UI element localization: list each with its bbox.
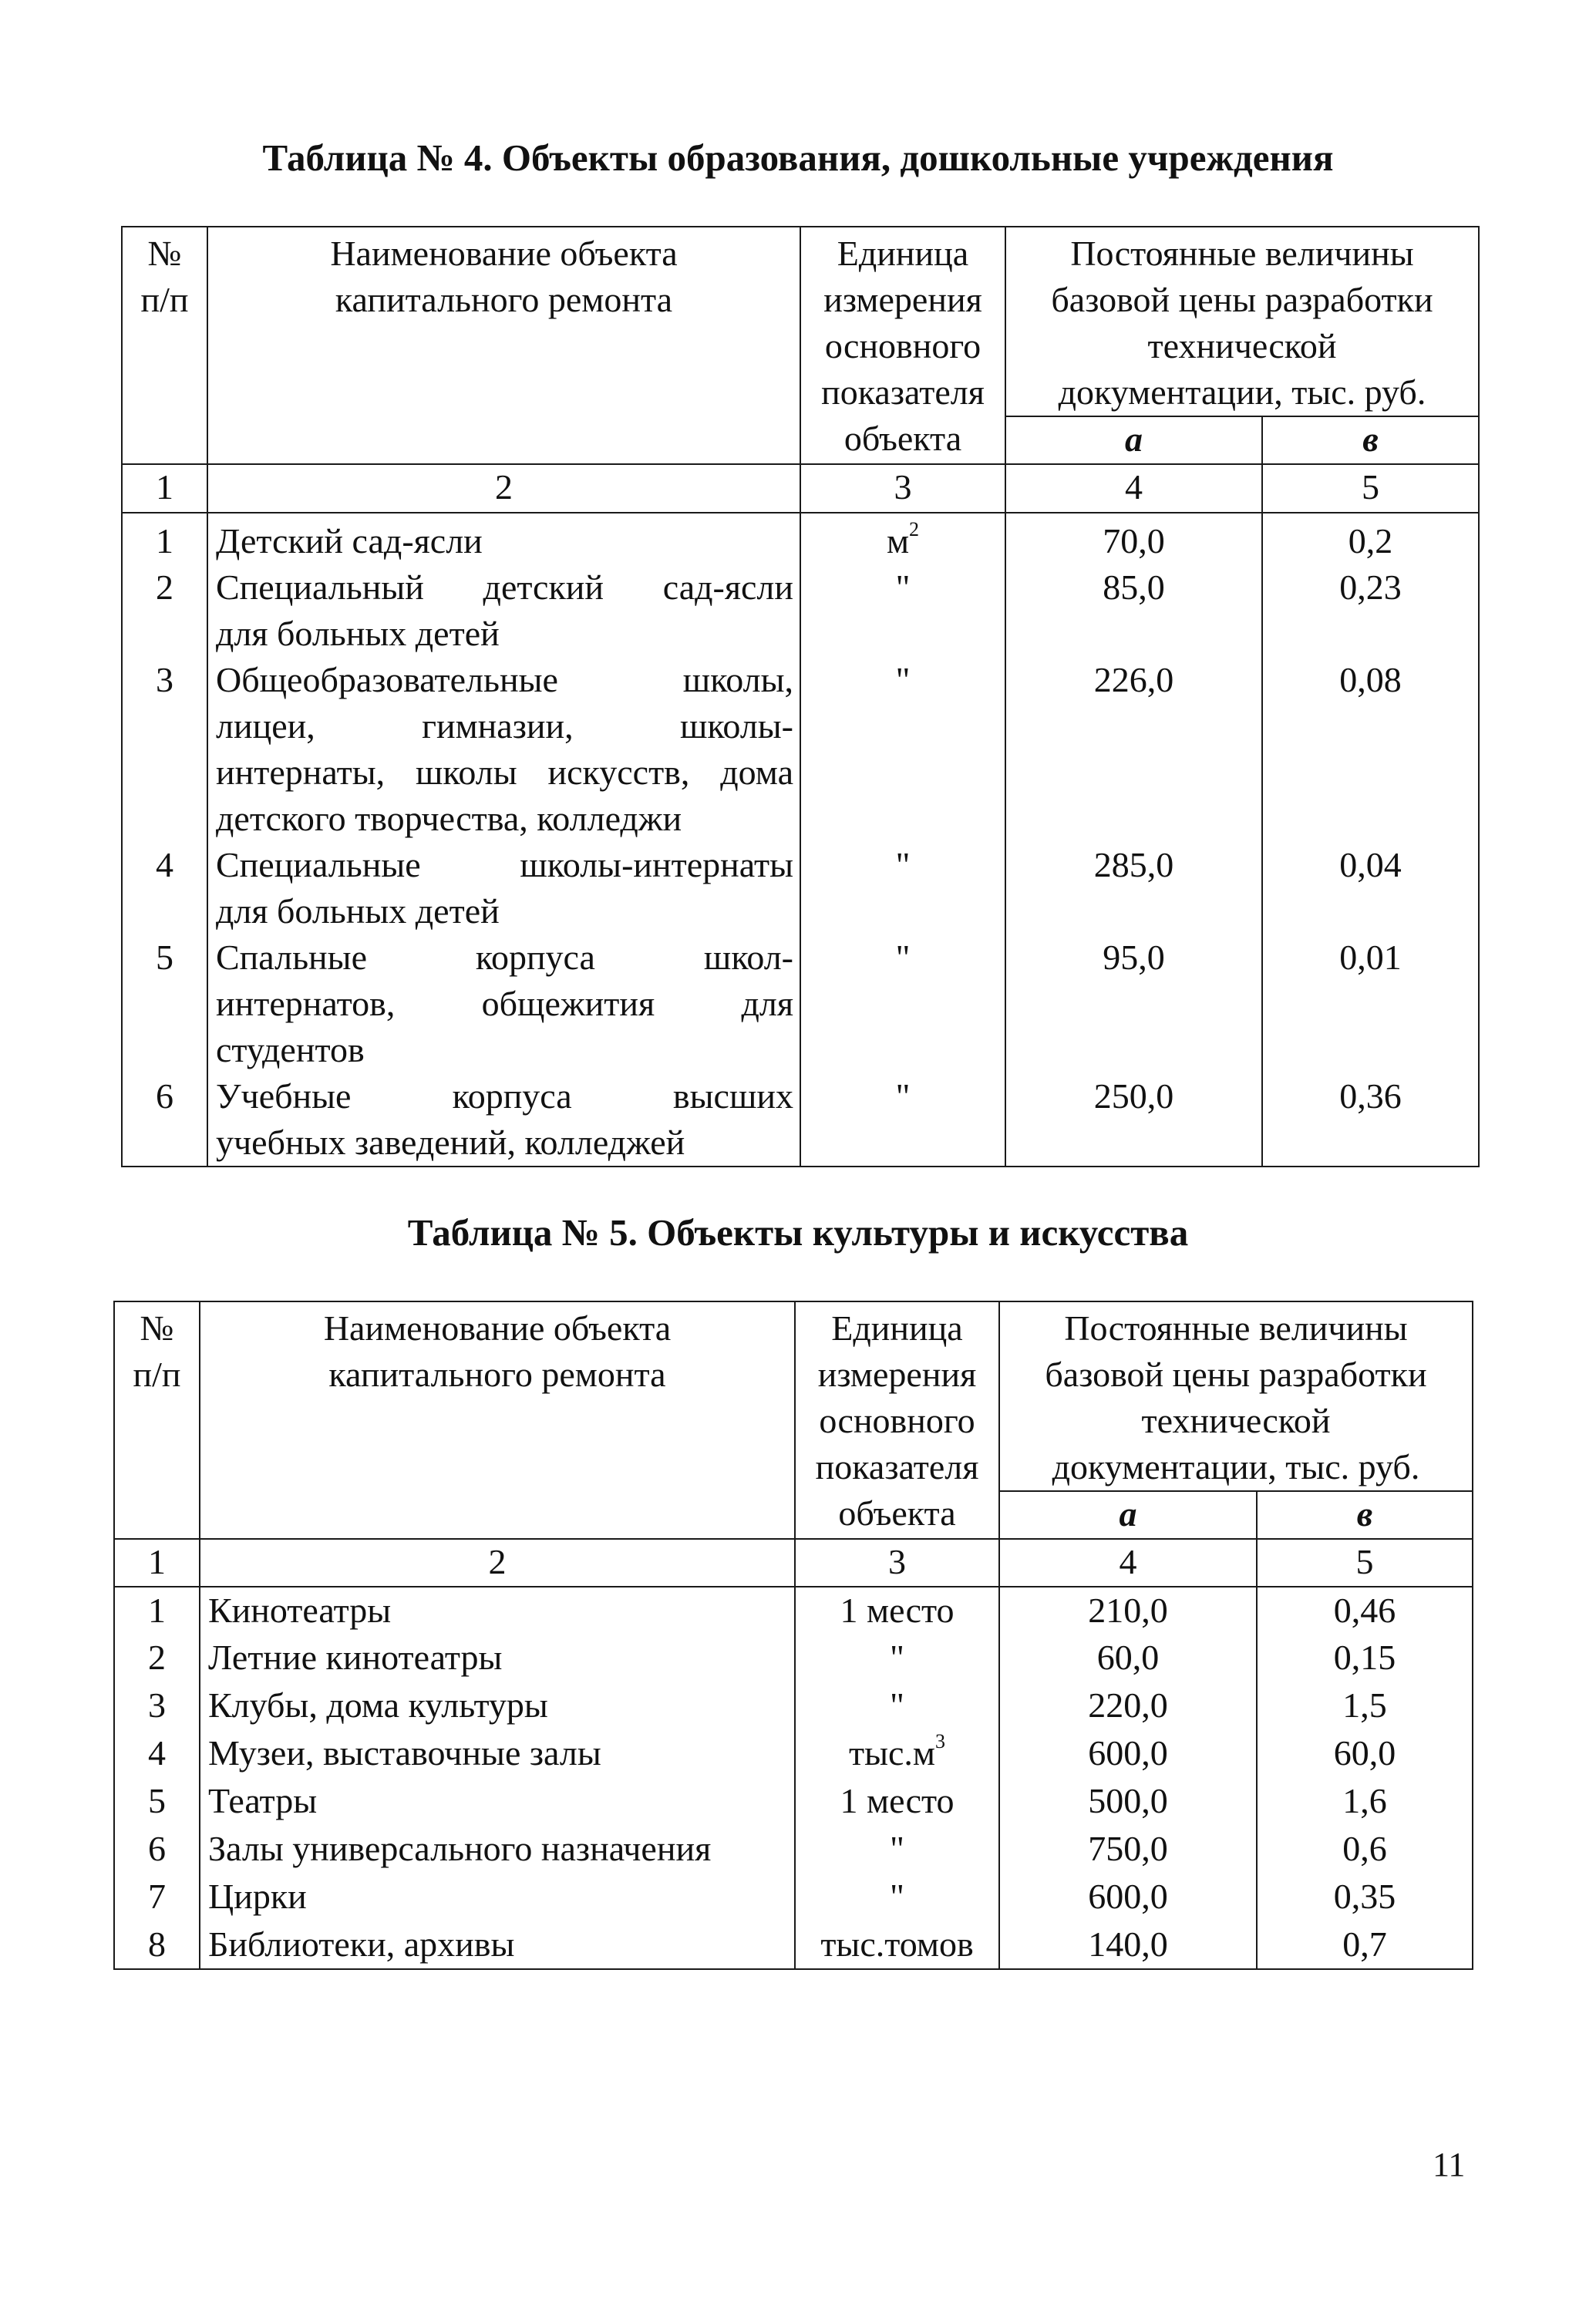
row-name: лицеи, гимназии, школы- bbox=[216, 706, 793, 746]
row-name: Общеобразовательные школы, bbox=[216, 660, 793, 699]
row-value-a: 95,0 bbox=[1103, 938, 1165, 977]
table-row bbox=[114, 1730, 1473, 1778]
header-text: капитального ремонта bbox=[335, 280, 673, 319]
row-value-a: 140,0 bbox=[1088, 1924, 1168, 1964]
row-name: Спальные корпуса школ- bbox=[216, 938, 793, 977]
row-name: Цирки bbox=[208, 1877, 307, 1916]
row-unit: м bbox=[886, 521, 910, 561]
row-name: интернатов, общежития для bbox=[216, 984, 793, 1023]
row-name: Клубы, дома культуры bbox=[208, 1685, 548, 1725]
row-num: 4 bbox=[156, 845, 173, 884]
row-name: Театры bbox=[208, 1781, 318, 1820]
column-number: 4 bbox=[1005, 464, 1262, 513]
column-number: 3 bbox=[800, 464, 1005, 513]
header-sub-b: в bbox=[1257, 1491, 1473, 1539]
row-name: Детский сад-ясли bbox=[216, 521, 483, 561]
table-row bbox=[114, 1682, 1473, 1730]
column-number: 5 bbox=[1262, 464, 1479, 513]
table-row bbox=[114, 1778, 1473, 1826]
header-col-price bbox=[999, 1301, 1473, 1491]
header-text: документации, тыс. руб. bbox=[1052, 1447, 1420, 1486]
table4 bbox=[121, 226, 1480, 1167]
header-text: базовой цены разработки bbox=[1045, 1355, 1427, 1394]
header-col-unit bbox=[800, 227, 1005, 464]
table-row bbox=[114, 1587, 1473, 1635]
header-text: измерения bbox=[823, 280, 982, 319]
row-num: 7 bbox=[148, 1877, 166, 1916]
header-text: объекта bbox=[843, 419, 962, 458]
table5 bbox=[113, 1301, 1473, 1970]
row-value-a: 60,0 bbox=[1096, 1638, 1160, 1677]
table-row bbox=[122, 513, 1479, 564]
column-number: 5 bbox=[1257, 1539, 1473, 1587]
row-num: 6 bbox=[156, 1076, 173, 1116]
column-number: 3 bbox=[795, 1539, 999, 1587]
row-unit: " bbox=[890, 1877, 904, 1916]
row-value-a: 85,0 bbox=[1103, 567, 1165, 607]
row-unit: " bbox=[890, 1685, 904, 1725]
header-text: документации, тыс. руб. bbox=[1058, 372, 1426, 412]
column-number: 1 bbox=[114, 1539, 200, 1587]
row-name: Летние кинотеатры bbox=[208, 1638, 503, 1677]
row-unit: " bbox=[895, 660, 911, 699]
unit-superscript: 2 bbox=[909, 517, 920, 540]
row-unit: 1 место bbox=[840, 1781, 955, 1820]
table-row bbox=[122, 657, 1479, 842]
row-unit: " bbox=[895, 845, 911, 884]
row-value-b: 0,46 bbox=[1333, 1591, 1396, 1630]
header-text: измерения bbox=[817, 1355, 977, 1394]
row-name: Библиотеки, архивы bbox=[208, 1924, 515, 1964]
row-num: 3 bbox=[148, 1685, 166, 1725]
header-text: № bbox=[140, 1308, 174, 1348]
row-unit: тыс.м bbox=[848, 1733, 936, 1773]
row-value-a: 220,0 bbox=[1088, 1685, 1168, 1725]
header-text: Постоянные величины bbox=[1070, 234, 1414, 273]
header-sub-a: а bbox=[1005, 416, 1262, 464]
row-value-b: 0,36 bbox=[1339, 1076, 1402, 1116]
header-sub-b: в bbox=[1262, 416, 1479, 464]
row-num: 1 bbox=[156, 521, 173, 561]
row-unit: " bbox=[895, 567, 911, 607]
row-name: Специальные школы-интернаты bbox=[216, 845, 793, 884]
header-col-price bbox=[1005, 227, 1479, 416]
row-value-a: 70,0 bbox=[1103, 521, 1165, 561]
row-name: Кинотеатры bbox=[208, 1591, 392, 1630]
header-text: Постоянные величины bbox=[1064, 1308, 1408, 1348]
row-num: 6 bbox=[148, 1829, 166, 1868]
table-row bbox=[122, 934, 1479, 1073]
row-value-a: 285,0 bbox=[1093, 845, 1174, 884]
row-value-b: 0,6 bbox=[1342, 1829, 1387, 1868]
row-value-b: 0,04 bbox=[1339, 845, 1402, 884]
column-number: 1 bbox=[122, 464, 207, 513]
header-col-num bbox=[114, 1301, 200, 1539]
column-number: 2 bbox=[200, 1539, 795, 1587]
table-row bbox=[114, 1921, 1473, 1969]
table-row bbox=[122, 842, 1479, 934]
row-num: 1 bbox=[148, 1591, 166, 1630]
page-number: 11 bbox=[1433, 2146, 1466, 2183]
table-row bbox=[114, 1826, 1473, 1874]
row-name: для больных детей bbox=[216, 614, 500, 653]
row-num: 2 bbox=[148, 1638, 166, 1677]
header-text: базовой цены разработки bbox=[1051, 280, 1433, 319]
header-text: Наименование объекта bbox=[330, 234, 678, 273]
header-col-name bbox=[207, 227, 800, 464]
row-unit: " bbox=[890, 1638, 904, 1677]
header-text: Единица bbox=[831, 1308, 963, 1348]
row-name: Музеи, выставочные залы bbox=[208, 1733, 601, 1773]
row-value-a: 600,0 bbox=[1088, 1877, 1168, 1916]
row-num: 5 bbox=[156, 938, 173, 977]
header-text: показателя bbox=[821, 372, 985, 412]
row-name: Залы универсального назначения bbox=[208, 1829, 712, 1868]
row-value-b: 0,23 bbox=[1339, 567, 1402, 607]
row-name: студентов bbox=[216, 1030, 365, 1069]
table-row bbox=[122, 1073, 1479, 1167]
row-num: 2 bbox=[156, 567, 173, 607]
header-text: п/п bbox=[133, 1355, 181, 1394]
row-value-b: 0,15 bbox=[1333, 1638, 1396, 1677]
row-unit: 1 место bbox=[840, 1591, 955, 1630]
header-text: технической bbox=[1147, 326, 1337, 365]
row-value-b: 1,5 bbox=[1342, 1685, 1387, 1725]
table4-title: Таблица № 4. Объекты образования, дошкольные учреждения bbox=[262, 136, 1334, 179]
row-name: Специальный детский сад-ясли bbox=[216, 567, 793, 607]
header-text: № bbox=[147, 234, 182, 273]
table5-title: Таблица № 5. Объекты культуры и искусства bbox=[407, 1211, 1189, 1254]
row-value-b: 0,01 bbox=[1339, 938, 1402, 977]
row-unit: тыс.томов bbox=[820, 1924, 974, 1964]
row-value-a: 600,0 bbox=[1088, 1733, 1168, 1773]
table-row bbox=[114, 1874, 1473, 1921]
unit-superscript: 3 bbox=[935, 1729, 946, 1752]
header-text: п/п bbox=[140, 280, 189, 319]
row-name: учебных заведений, колледжей bbox=[216, 1123, 685, 1162]
row-value-b: 0,35 bbox=[1333, 1877, 1396, 1916]
header-text: показателя bbox=[815, 1447, 979, 1486]
table-row bbox=[122, 564, 1479, 657]
row-value-b: 0,08 bbox=[1339, 660, 1402, 699]
row-value-a: 500,0 bbox=[1088, 1781, 1168, 1820]
header-text: Единица bbox=[837, 234, 969, 273]
header-text: объекта bbox=[838, 1493, 956, 1533]
row-unit: " bbox=[895, 938, 911, 977]
header-col-num bbox=[122, 227, 207, 464]
column-number: 2 bbox=[207, 464, 800, 513]
row-value-a: 250,0 bbox=[1093, 1076, 1174, 1116]
header-col-name bbox=[200, 1301, 795, 1539]
column-number: 4 bbox=[999, 1539, 1257, 1587]
row-num: 8 bbox=[148, 1924, 166, 1964]
header-text: основного bbox=[824, 326, 982, 365]
header-text: технической bbox=[1141, 1401, 1331, 1440]
header-col-unit bbox=[795, 1301, 999, 1539]
row-name: для больных детей bbox=[216, 891, 500, 931]
row-value-b: 0,2 bbox=[1348, 521, 1393, 561]
row-name: детского творчества, колледжи bbox=[216, 799, 682, 838]
row-unit: " bbox=[890, 1829, 904, 1868]
row-value-a: 210,0 bbox=[1088, 1591, 1168, 1630]
header-text: капитального ремонта bbox=[328, 1355, 666, 1394]
header-text: основного bbox=[819, 1401, 975, 1440]
row-num: 5 bbox=[148, 1781, 166, 1820]
column-number-row bbox=[122, 464, 1479, 513]
row-name: Учебные корпуса высших bbox=[216, 1076, 793, 1116]
row-value-b: 1,6 bbox=[1342, 1781, 1387, 1820]
table-row bbox=[114, 1635, 1473, 1682]
row-name: интернаты, школы искусств, дома bbox=[216, 752, 793, 792]
column-number-row bbox=[114, 1539, 1473, 1587]
row-num: 4 bbox=[148, 1733, 166, 1773]
row-value-a: 750,0 bbox=[1088, 1829, 1168, 1868]
row-value-b: 60,0 bbox=[1333, 1733, 1396, 1773]
row-value-b: 0,7 bbox=[1342, 1924, 1387, 1964]
row-num: 3 bbox=[156, 660, 173, 699]
row-unit: " bbox=[895, 1076, 911, 1116]
header-text: Наименование объекта bbox=[323, 1308, 672, 1348]
header-sub-a: а bbox=[999, 1491, 1257, 1539]
row-value-a: 226,0 bbox=[1093, 660, 1174, 699]
